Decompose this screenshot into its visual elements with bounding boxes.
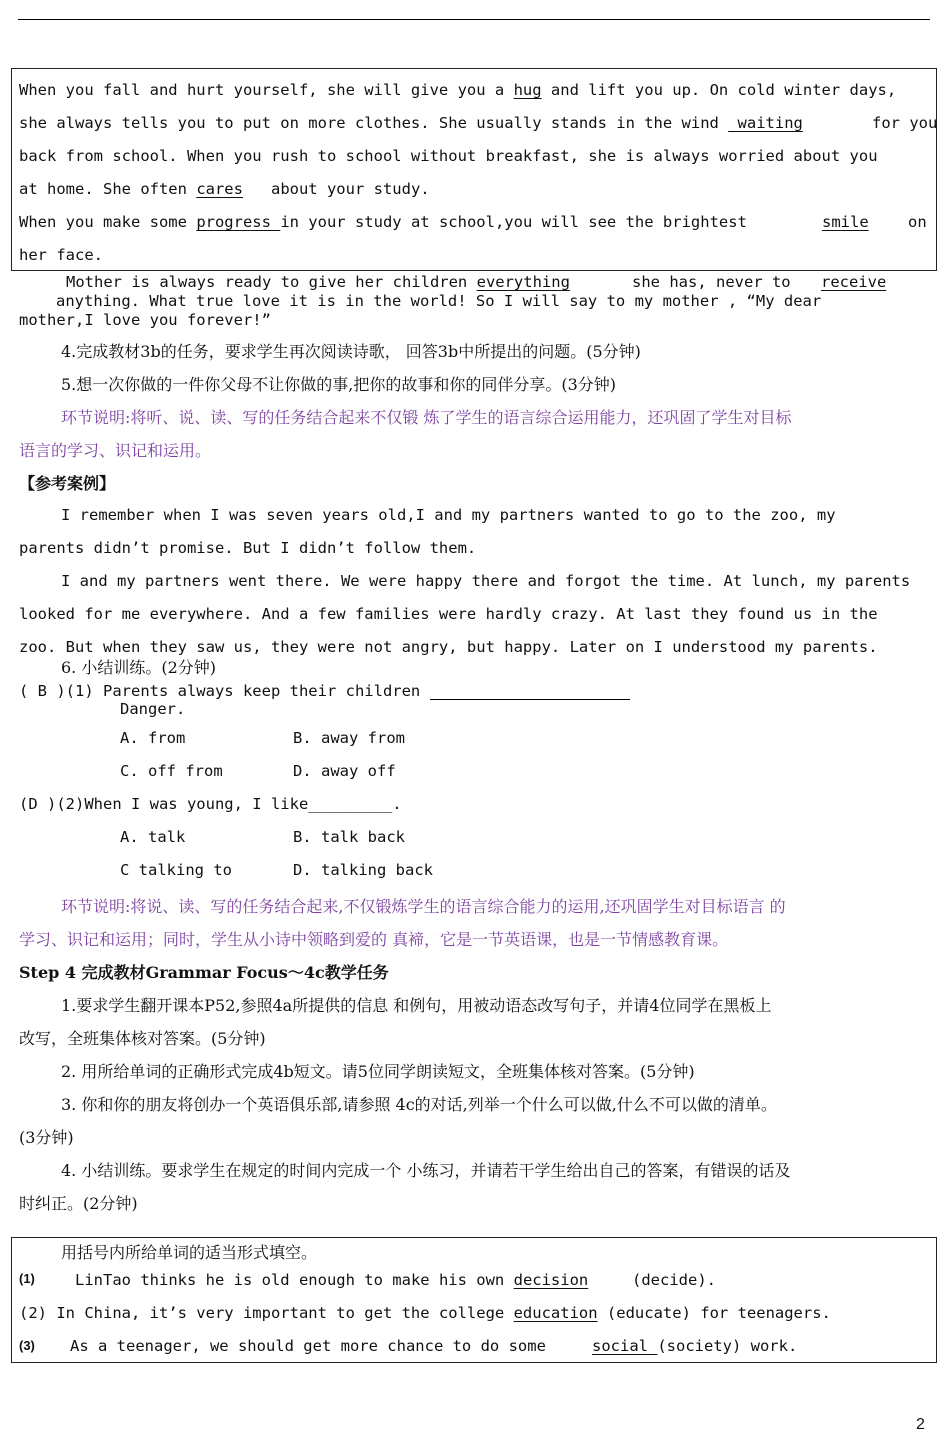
quiz-q1-option-d: D. away off bbox=[293, 762, 396, 780]
poem-line-1: When you fall and hurt yourself, she will give you a hug and lift you up. On cold winter days, bbox=[19, 81, 897, 99]
note-1-line-1: 环节说明:将听、说、读、写的任务结合起来不仅锻 炼了学生的语言综合运用能力，还巩固了学生对目标 bbox=[61, 408, 792, 427]
poem-line-5-end: on bbox=[908, 213, 927, 231]
exercise-2: (2) In China, it’s very important to get the college education (educate) for teenagers. bbox=[19, 1304, 831, 1322]
quiz-q2-option-b: B. talk back bbox=[293, 828, 405, 846]
poem-after-line-2: anything. What true love it is in the world! So I will say to my mother , “My dear bbox=[56, 292, 822, 310]
answer-hug: hug bbox=[513, 81, 542, 99]
task-4: 4.完成教材3b的任务，要求学生再次阅读诗歌， 回答3b中所提出的问题。(5分钟) bbox=[61, 342, 641, 361]
quiz-q1-option-a: A. from bbox=[120, 729, 186, 747]
step-4-item-2: 2. 用所给单词的正确形式完成4b短文。请5位同学朗读短文，全班集体核对答案。(5分钟) bbox=[61, 1062, 695, 1081]
exercise-3: As a teenager, we should get more chance to do some bbox=[70, 1337, 546, 1355]
answer-everything: everything bbox=[476, 273, 570, 291]
poem-line-3: back from school. When you rush to school without breakfast, she is always worried about you bbox=[19, 147, 878, 165]
quiz-q2-option-a: A. talk bbox=[120, 828, 186, 846]
task-6: 6. 小结训练。(2分钟) bbox=[61, 658, 217, 677]
exercise-1-number: (1) bbox=[19, 1271, 35, 1286]
poem-line-2: she always tells you to put on more clothes. She usually stands in the wind _waiting bbox=[19, 114, 803, 132]
exercise-3-number: (3) bbox=[19, 1338, 35, 1353]
note-2-line-2: 学习、识记和运用；同时，学生从小诗中领略到爱的 真褅，它是一节英语课，也是一节情感教育课。 bbox=[19, 930, 729, 949]
reference-p2-line-3: zoo. But when they saw us, they were not angry, but happy. Later on I understood my parents. bbox=[19, 638, 878, 656]
quiz-q1-cont: Danger. bbox=[120, 700, 186, 718]
poem-line-5: When you make some progress in your study at school,you will see the brightest bbox=[19, 213, 747, 231]
quiz-q1-blank bbox=[430, 699, 630, 700]
quiz-q1-option-c: C. off from bbox=[120, 762, 223, 780]
poem-line-2-end: for you bbox=[872, 114, 938, 132]
quiz-q1-option-b: B. away from bbox=[293, 729, 405, 747]
quiz-q2-option-c: C talking to bbox=[120, 861, 232, 879]
answer-social: social bbox=[592, 1337, 658, 1355]
poem-line-6: her face. bbox=[19, 246, 103, 264]
reference-p2-line-2: looked for me everywhere. And a few families were hardly crazy. At last they found us in the bbox=[19, 605, 878, 623]
quiz-q2-blank: _________. bbox=[308, 795, 402, 813]
note-1-line-2: 语言的学习、识记和运用。 bbox=[19, 441, 212, 460]
step-4-heading: Step 4 完成教材Grammar Focus〜4c教学任务 bbox=[19, 963, 389, 982]
answer-decision: decision bbox=[513, 1271, 589, 1289]
exercise-1-hint: (decide). bbox=[632, 1271, 716, 1289]
answer-education: education bbox=[513, 1304, 598, 1322]
poem-line-4: at home. She often cares about your study. bbox=[19, 180, 430, 198]
answer-waiting: _waiting bbox=[728, 114, 803, 132]
answer-receive: receive bbox=[821, 273, 887, 291]
reference-heading: 【参考案例】 bbox=[19, 474, 116, 493]
exercise-1: LinTao thinks he is old enough to make his own decision bbox=[75, 1271, 589, 1289]
reference-p1-line-2: parents didn’t promise. But I didn’t follow them. bbox=[19, 539, 477, 557]
note-2-line-1: 环节说明:将说、读、写的任务结合起来,不仅锻炼学生的语言综合能力的运用,还巩固学生对目标语言 的 bbox=[61, 897, 786, 916]
answer-cares: cares bbox=[196, 180, 243, 198]
exercise-3-answer-line: social (society) work. bbox=[592, 1337, 798, 1355]
header-rule bbox=[18, 19, 930, 20]
poem-after-line-1-mid: she has, never to bbox=[632, 273, 791, 291]
step-4-item-3-line-1: 3. 你和你的朋友将创办一个英语俱乐部,请参照 4c的对话,列举一个什么可以做,什么不可以做的清单。 bbox=[61, 1095, 777, 1114]
reference-p1-line-1: I remember when I was seven years old,I and my partners wanted to go to the zoo, my bbox=[61, 506, 836, 524]
exercise-title: 用括号内所给单词的适当形式填空。 bbox=[61, 1243, 318, 1262]
task-5: 5.想一次你做的一件你父母不让你做的事,把你的故事和你的同伴分享。(3分钟) bbox=[61, 375, 617, 394]
answer-smile: smile bbox=[822, 213, 869, 231]
reference-p2-line-1: I and my partners went there. We were happy there and forgot the time. At lunch, my parents bbox=[61, 572, 911, 590]
step-4-item-1-line-2: 改写，全班集体核对答案。(5分钟) bbox=[19, 1029, 266, 1048]
step-4-item-4-line-1: 4. 小结训练。要求学生在规定的时间内完成一个 小练习，并请若干学生给出自己的答案，有错误的话及 bbox=[61, 1161, 791, 1180]
quiz-q2-option-d: D. talking back bbox=[293, 861, 433, 879]
quiz-q1-stem: ( B )(1) Parents always keep their children bbox=[19, 682, 421, 700]
poem-after-line-3: mother,I love you forever!” bbox=[19, 311, 271, 329]
quiz-q2-stem: (D )(2)When I was young, I like_________. bbox=[19, 795, 402, 813]
step-4-item-4-line-2: 时纠正。(2分钟) bbox=[19, 1194, 138, 1213]
step-4-item-3-line-2: (3分钟) bbox=[19, 1128, 74, 1147]
answer-progress: progress bbox=[196, 213, 281, 231]
step-4-item-1-line-1: 1.要求学生翻开课本P52,参照4a所提供的信息 和例句，用被动语态改写句子，并请4位同学在黑板上 bbox=[61, 996, 772, 1015]
poem-after-line-1: Mother is always ready to give her children everything bbox=[66, 273, 570, 291]
page-number: 2 bbox=[916, 1416, 925, 1433]
